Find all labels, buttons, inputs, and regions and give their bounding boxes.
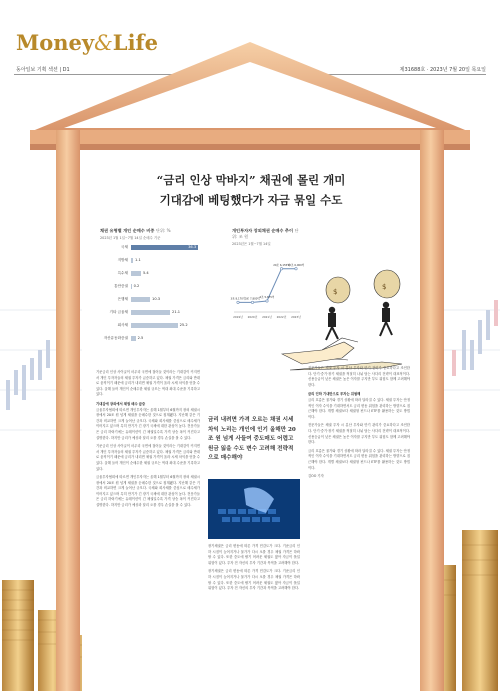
- bar-value-label: 0.2: [133, 284, 140, 288]
- bar-value-label: 21.1: [172, 310, 181, 314]
- bar-label: 지방채: [117, 258, 128, 262]
- bar-row: [100, 270, 220, 277]
- point-value-label: 4조 5,675억: [259, 296, 275, 299]
- bar: [131, 271, 141, 276]
- bar-row: [100, 322, 220, 329]
- article-headline: [82, 170, 420, 210]
- logo-life: Life: [112, 30, 158, 55]
- bar-value-label: 5.4: [142, 271, 149, 275]
- byline: 김OO 기자: [308, 474, 324, 479]
- bar-value-label: 2.5: [137, 336, 144, 340]
- year-tick-label: 2023년: [291, 315, 301, 319]
- col3-paragraph-3: 전문가들은 채권 투자 시 분산 투자와 만기 관리가 중요하다고 조언한다. 단기·중기·장기 채권을 적절히 나눠 담는 사다리 전략이 대표적이다. 신용등급이 낮은 채권은 높은 이자를 주지만 부도 위험도 함께 고려해야 한다.: [308, 423, 410, 445]
- trend-point: [266, 300, 268, 302]
- col3-subheading: 금리 인하 기대만으로 투자는 위험해: [308, 392, 361, 397]
- headline-line-1: “금리 인상 막바지” 채권에 몰린 개미: [156, 173, 346, 187]
- col1-paragraph-2: 금융투자협회에 따르면 개인투자자는 올해 1월부터 6월까지 장외 채권시장에서 20조 원 넘게 채권을 순매수한 것으로 집계됐다. 지난해 같은 기간과 비교하면 크게 늘어난 규모다. 국채와 회사채를 중심으로 매수세가 이어지고 있으며 특히 만기가 긴 장기 국채에 대한 관심이 높다. 전문가들은 금리 하락기에는 듀레이션이 긴 채권일수록 가격 상승 폭이 커진다고 설명한다. 하지만 금리가 예상과 달리 오를 경우 손실을 볼 수 있다.: [96, 407, 200, 440]
- col2-paragraph-2: 장기채권은 금리 변동에 따른 가격 민감도가 크다. 기준금리 인하 시점이 늦어지거나 물가가 다시 오를 경우 채권 가격은 하락할 수 있다. 또한 중도에 팔기 어려운 채권도 많아 자금이 묶일 위험이 있다. 투자 전 자신의 투자 기간과 목적을 고려해야 한다.: [208, 569, 300, 591]
- chart-left-title: 채권 유형별 개인 순매수 비중 단위: %: [100, 228, 171, 233]
- headline-line-2: 기대감에 베팅했다가 자금 묶일 수도: [159, 193, 343, 207]
- chart-left-subtitle: 2023년 1월 1일~7월 14일 순매수 기준: [100, 236, 161, 240]
- trend-point: [251, 301, 253, 303]
- point-value-label: 20조 6,000억: [287, 263, 305, 267]
- col1-paragraph-1: 기준금리 인상 사이클이 마무리 국면에 접어들 것이라는 기대감이 커지면서 개인 투자자들의 채권 투자가 급증하고 있다. 채권 가격은 금리와 반대로 움직이기 때문에 금리가 내리면 채권 가격이 올라 시세 차익을 얻을 수 있다. 올해 들어 개인이 순매수한 채권 규모는 역대 최대 수준을 기록하고 있다.: [96, 370, 200, 397]
- article-column-2: [208, 544, 300, 688]
- bar: [131, 258, 133, 263]
- col1-subheading: 기대감에 장외에서 채권 매수 급증: [96, 401, 146, 406]
- point-value-label: 3조 8,170억: [230, 297, 246, 301]
- bar-value-label: 1.1: [135, 258, 141, 262]
- article-column-3: [308, 366, 410, 688]
- logo-amp: &: [94, 31, 113, 55]
- bar-value-label: 36.3: [188, 245, 197, 249]
- col1-paragraph-4: 금융투자협회에 따르면 개인투자자는 올해 1월부터 6월까지 장외 채권시장에서 20조 원 넘게 채권을 순매수한 것으로 집계됐다. 지난해 같은 기간과 비교하면 크게 늘어난 규모다. 국채와 회사채를 중심으로 매수세가 이어지고 있으며 특히 만기가 긴 장기 국채에 대한 관심이 높다. 전문가들은 금리 하락기에는 듀레이션이 긴 채권일수록 가격 상승 폭이 커진다고 설명한다. 하지만 금리가 예상과 달리 오를 경우 손실을 볼 수 있다.: [96, 475, 200, 508]
- bar-list: [100, 244, 220, 354]
- year-tick-label: 2020년: [247, 315, 258, 319]
- col3-paragraph-4: 금리 흐름은 물가와 경기 상황에 따라 달라질 수 있다. 채권 투자는 안정적인 이자 수익을 기대하면서도 금리 변동 위험을 관리하는 방향으로 접근해야 한다. 개별 채권보다 채권형 펀드나 ETF를 활용하는 것도 방법이다.: [308, 448, 410, 470]
- bar: [131, 336, 136, 341]
- svg-text:$: $: [382, 283, 387, 291]
- article-column-1: [96, 370, 200, 688]
- bar: [131, 310, 170, 315]
- col3-paragraph-2: 금리 흐름은 물가와 경기 상황에 따라 달라질 수 있다. 채권 투자는 안정적인 이자 수익을 기대하면서도 금리 변동 위험을 관리하는 방향으로 접근해야 한다. 개별 채권보다 채권형 펀드나 ETF를 활용하는 것도 방법이다.: [308, 397, 410, 419]
- bar-row: [100, 309, 220, 316]
- trend-point: [237, 301, 239, 303]
- bar-label: 회사채: [117, 323, 128, 327]
- bar: [131, 323, 178, 328]
- right-pillar: [420, 130, 444, 691]
- issue-date: 제31688호 · 2023년 7월 20일 목요일: [399, 67, 486, 73]
- bar-label: 은행채: [117, 297, 128, 301]
- bond-type-bar-chart: [100, 228, 220, 358]
- svg-text:$: $: [333, 288, 338, 296]
- bar-row: [100, 283, 220, 290]
- section-label: 동아일보 기획 섹션 | D1: [16, 67, 70, 73]
- bar: [131, 297, 150, 302]
- bar-value-label: 25.2: [179, 323, 188, 327]
- logo-money: Money: [16, 30, 95, 55]
- bar-label: 특수채: [117, 271, 128, 275]
- bar-row: [100, 335, 220, 342]
- keyboard-hand-image: [208, 479, 300, 539]
- bar-label: 국채: [121, 245, 128, 249]
- col3-paragraph-1: 전문가들은 채권 투자 시 분산 투자와 만기 관리가 중요하다고 조언한다. 단기·중기·장기 채권을 적절히 나눠 담는 사다리 전략이 대표적이다. 신용등급이 낮은 채권은 높은 이자를 주지만 부도 위험도 함께 고려해야 한다.: [308, 366, 410, 387]
- point-value-label: 20조 6,155억: [273, 263, 290, 267]
- bar: [131, 284, 132, 289]
- keyboard-photo: [208, 479, 300, 539]
- money-bag-runners-illustration: [282, 242, 417, 382]
- col2-paragraph-1: 장기채권은 금리 변동에 따른 가격 민감도가 크다. 기준금리 인하 시점이 늦어지거나 물가가 다시 오를 경우 채권 가격은 하락할 수 있다. 또한 중도에 팔기 어려운 채권도 많아 자금이 묶일 위험이 있다. 투자 전 자신의 투자 기간과 목적을 고려해야 한다.: [208, 544, 300, 565]
- col1-paragraph-3: 기준금리 인상 사이클이 마무리 국면에 접어들 것이라는 기대감이 커지면서 개인 투자자들의 채권 투자가 급증하고 있다. 채권 가격은 금리와 반대로 움직이기 때문에 금리가 내리면 채권 가격이 올라 시세 차익을 얻을 수 있다. 올해 들어 개인이 순매수한 채권 규모는 역대 최대 수준을 기록하고 있다.: [96, 444, 200, 471]
- bar-value-label: 10.3: [152, 297, 161, 301]
- chart-right-title: 개인투자자 장외채권 순매수 추이 단위: 조 원: [232, 228, 299, 239]
- left-pillar: [56, 130, 80, 691]
- pull-quote: 금리 내려면 가격 오르는 채권 시세 차익 노리는 개인에 인기 올해만 20조 원 넘게 사들여 중도매도 어렵고 원금 잃을 수도 변수 고려해 전략적 으로 매수해야: [208, 417, 296, 461]
- year-tick-label: 2022년: [276, 315, 287, 319]
- bar-label: 자산유동화증권: [103, 336, 128, 340]
- article-page: [82, 150, 420, 691]
- bar-label: 기타 금융채: [109, 310, 128, 314]
- bar-row: [100, 296, 220, 303]
- chart-right-subtitle: 2023년은 1월~7월 14일: [232, 242, 271, 246]
- bar-row: [100, 244, 220, 251]
- year-tick-label: 2019년: [233, 315, 243, 319]
- point-value-label: 3조 7,800억: [245, 297, 260, 301]
- bar-label: 통안증권: [114, 284, 128, 288]
- year-tick-label: 2021년: [262, 315, 272, 319]
- bar-row: [100, 257, 220, 264]
